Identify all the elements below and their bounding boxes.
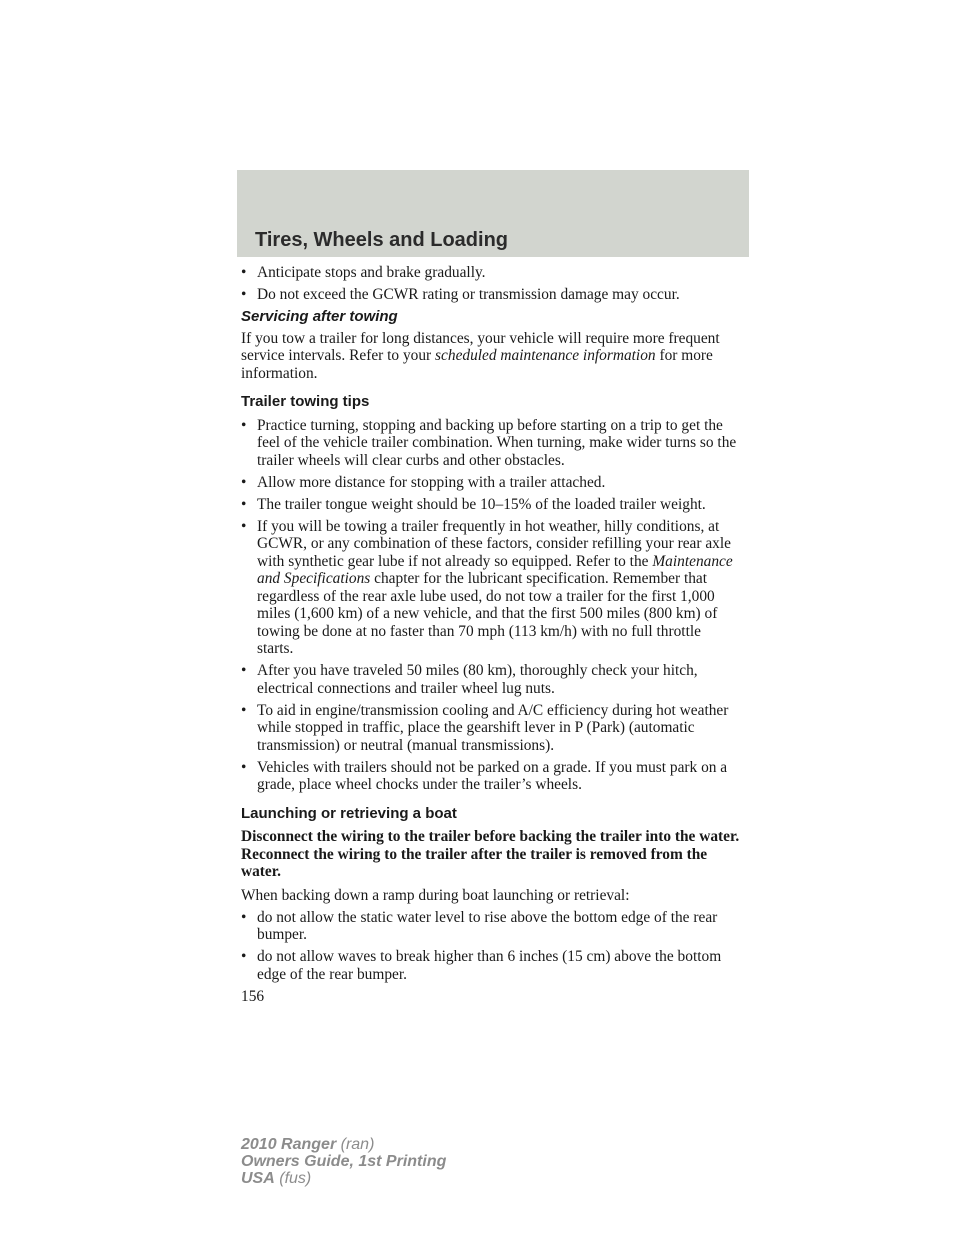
bullet-icon: •	[241, 416, 247, 434]
list-item: • Do not exceed the GCWR rating or transmission damage may occur.	[241, 286, 680, 303]
boat-intro: When backing down a ramp during boat launching or retrieval:	[241, 886, 630, 904]
bullet-icon: •	[241, 517, 247, 535]
list-item: • To aid in engine/transmission cooling and A/C efficiency during hot weather while stopped in traffic, place the gearshift lever in P (Park) (automatic transmission) or neutral (manual transmissions).	[241, 701, 729, 754]
bullet-icon: •	[241, 495, 247, 513]
bullet-icon: •	[241, 264, 247, 281]
servicing-paragraph: If you tow a trailer for long distances, your vehicle will require more frequent service intervals. Refer to your scheduled maintenance information for more information.	[241, 329, 720, 382]
list-item: • After you have traveled 50 miles (80 km), thoroughly check your hitch, electrical connections and trailer wheel lug nuts.	[241, 662, 698, 697]
list-item: • Vehicles with trailers should not be parked on a grade. If you must park on a grade, place wheel chocks under the trailer’s wheels.	[241, 758, 728, 793]
wiring-warning: Disconnect the wiring to the trailer before backing the trailer into the water. Reconnect the wiring to the trailer after the trailer is removed from the water.	[241, 828, 740, 880]
boat-heading: Launching or retrieving a boat	[241, 804, 457, 822]
specifications-reference: Maintenance and Specifications	[257, 552, 733, 587]
footer-region: USA	[241, 1170, 275, 1187]
bullet-icon: •	[241, 908, 247, 926]
list-item: • Anticipate stops and brake gradually.	[241, 264, 486, 281]
footer-region-code: (fus)	[279, 1170, 312, 1187]
list-item: • If you will be towing a trailer frequently in hot weather, hilly conditions, at GCWR, or any combination of these factors, consider refilling your rear axle with synthetic gear lube if not already so equipped. Refer to the Maintenance and Specifications chapter for the lubricant specification. Remember that regardless of the rear axle lube used, do not tow a trailer for the first 1,000 miles (1,600 km) of a new vehicle, and that the first 500 miles (800 km) of towing be done at no faster than 70 mph (113 km/h) with no full throttle starts.	[241, 517, 733, 657]
footer-guide: Owners Guide, 1st Printing	[241, 1153, 447, 1170]
list-item: • The trailer tongue weight should be 10–15% of the loaded trailer weight.	[241, 495, 706, 513]
towing-tips-heading: Trailer towing tips	[241, 393, 370, 410]
list-item: • do not allow the static water level to rise above the bottom edge of the rear bumper.	[241, 908, 718, 943]
maintenance-reference: scheduled maintenance information	[435, 347, 656, 364]
list-item: • Practice turning, stopping and backing up before starting on a trip to get the feel of the vehicle trailer combination. When turning, make wider turns so the trailer wheels will clear curbs and other obstacles.	[241, 416, 737, 469]
section-title: Tires, Wheels and Loading	[255, 229, 509, 251]
footer-model-code: (ran)	[340, 1136, 375, 1153]
list-item: • Allow more distance for stopping with a trailer attached.	[241, 473, 606, 491]
list-item: • do not allow waves to break higher than 6 inches (15 cm) above the bottom edge of the rear bumper.	[241, 948, 722, 983]
section-header	[237, 170, 749, 257]
print-footer	[241, 1136, 446, 1187]
bullet-icon: •	[241, 473, 247, 491]
footer-model: 2010 Ranger	[241, 1136, 337, 1153]
page-content	[241, 264, 741, 1005]
bullet-icon: •	[241, 701, 247, 719]
bullet-icon: •	[241, 662, 247, 679]
bullet-icon: •	[241, 286, 247, 303]
servicing-heading: Servicing after towing	[241, 308, 398, 325]
bullet-icon: •	[241, 948, 247, 965]
bullet-icon: •	[241, 758, 247, 776]
page-number: 156	[241, 987, 265, 1005]
